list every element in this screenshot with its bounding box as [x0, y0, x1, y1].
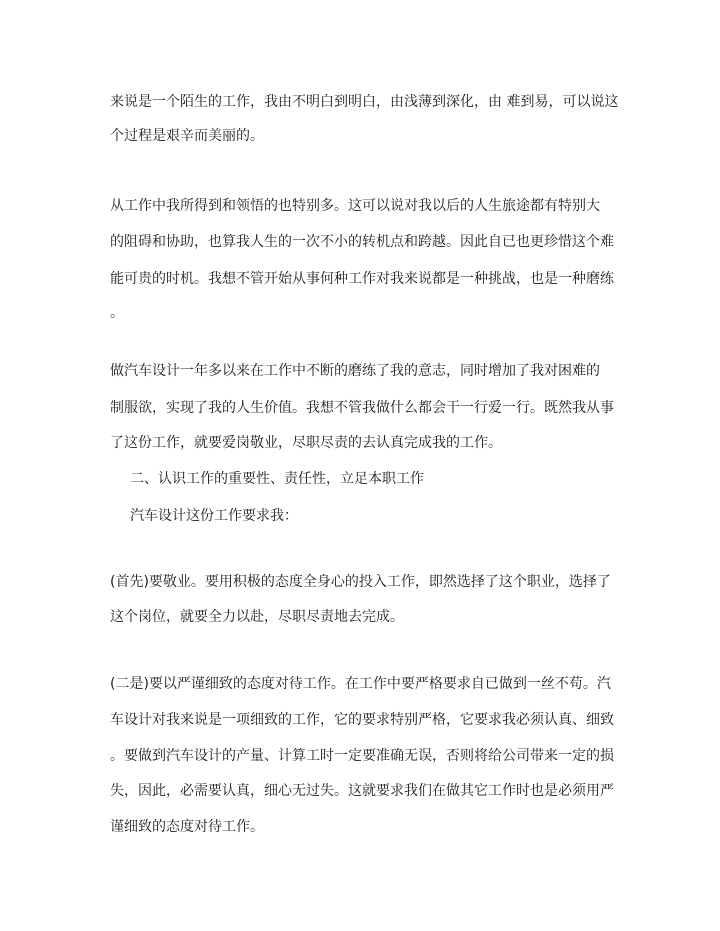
- text-line: 制服欲，实现了我的人生价值。我想不管我做什么都会干一行爱一行。既然我从事: [110, 400, 614, 416]
- text-line: 做汽车设计一年多以来在工作中不断的磨练了我的意志，同时增加了我对困难的: [110, 363, 600, 379]
- text-line: 从工作中我所得到和领悟的也特别多。这可以说对我以后的人生旅途都有特别大: [110, 198, 600, 214]
- text-line: 车设计对我来说是一项细致的工作，它的要求特别严格，它要求我必须认真、细致: [110, 712, 614, 728]
- text-line: 了这份工作，就要爱岗敬业，尽职尽责的去认真完成我的工作。: [110, 435, 502, 451]
- text-line: 汽车设计这份工作要求我：: [130, 508, 298, 524]
- text-line: 能可贵的时机。我想不管开始从事何种工作对我来说都是一种挑战，也是一种磨练: [110, 271, 614, 287]
- text-line: 谨细致的态度对待工作。: [110, 819, 264, 835]
- text-line: (二是)要以严谨细致的态度对待工作。在工作中要严格要求自已做到一丝不苟。汽: [110, 676, 611, 692]
- text-line: 这个岗位，就要全力以赴，尽职尽责地去完成。: [110, 609, 404, 625]
- text-line: 失，因此，必需要认真，细心无过失。这就要求我们在做其它工作时也是必须用严: [110, 783, 614, 799]
- text-line: 个过程是艰辛而美丽的。: [110, 128, 264, 144]
- text-line: 。要做到汽车设计的产量、计算工时一定要准确无误，否则将给公司带来一定的损: [110, 748, 614, 764]
- text-line: 。: [110, 305, 124, 321]
- text-line: (首先)要敬业。要用积极的态度全身心的投入工作，即然选择了这个职业，选择了: [110, 574, 611, 590]
- text-line: 来说是一个陌生的工作，我由不明白到明白，由浅薄到深化，由 难到易，可以说这: [110, 94, 619, 110]
- text-line: 的阻碍和协助，也算我人生的一次不小的转机点和跨越。因此自已也更珍惜这个难: [110, 234, 614, 250]
- section-heading: 二、认识工作的重要性、责任性，立足本职工作: [130, 471, 424, 487]
